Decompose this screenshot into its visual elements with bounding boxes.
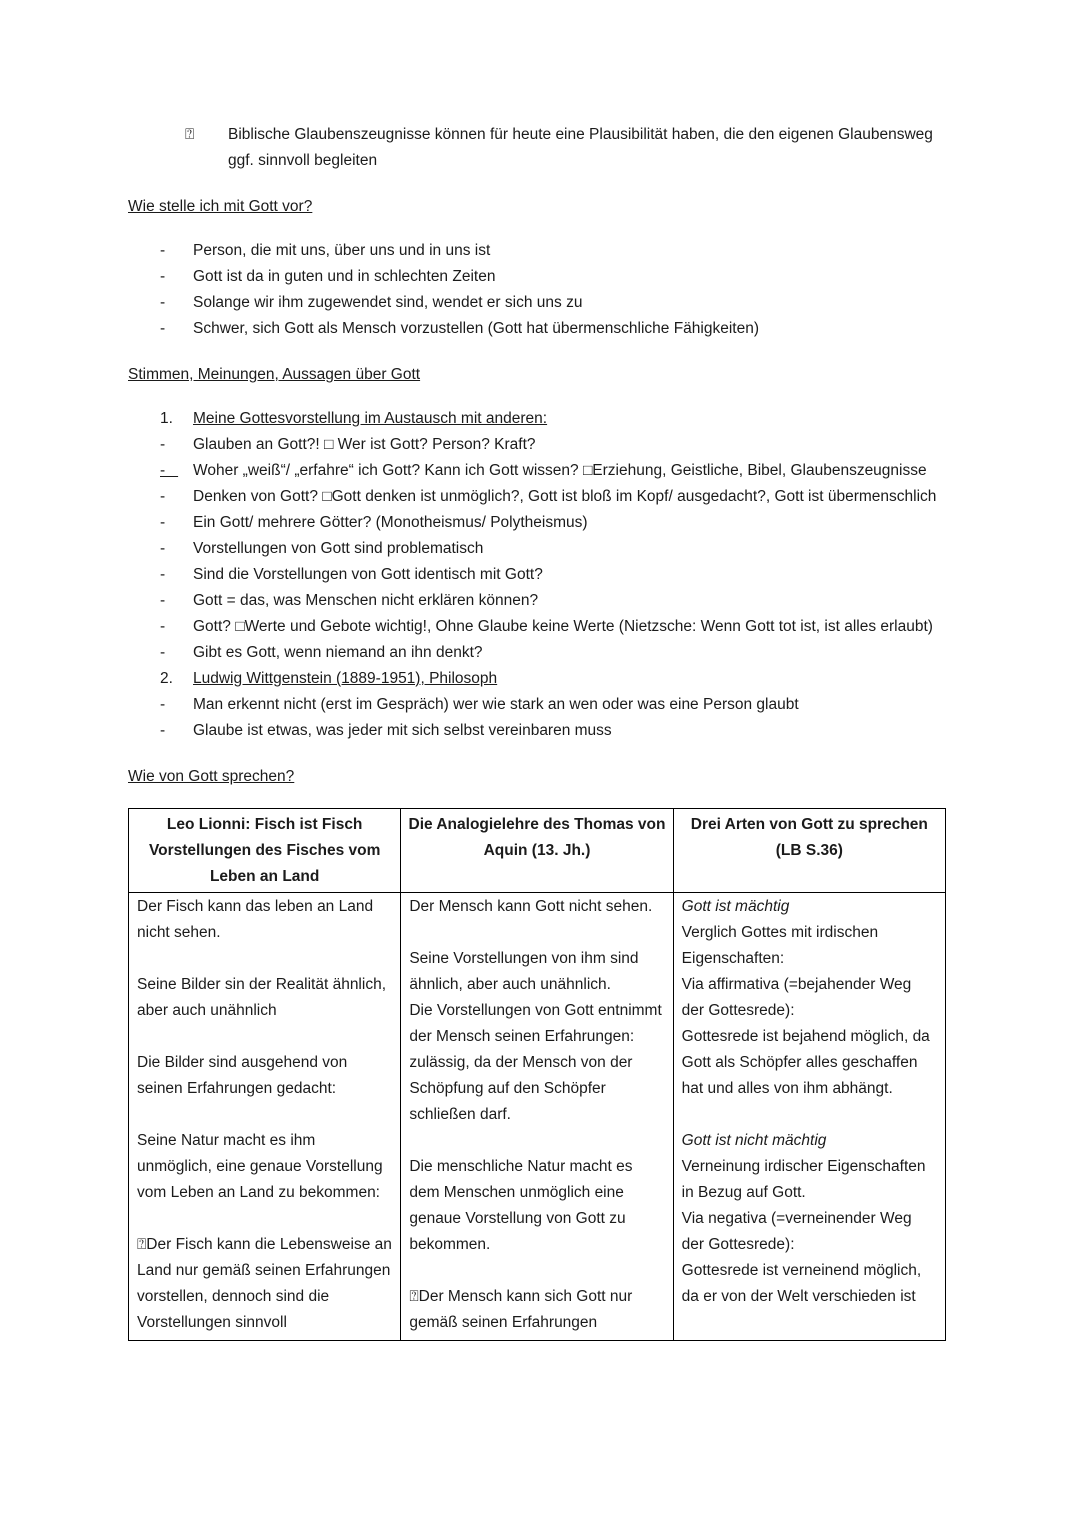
list-item-text: Biblische Glaubenszeugnisse können für heute eine Plausibilität haben, die den eigenen Glaubensweg ggf. sinnvoll begleiten (228, 126, 933, 169)
list-item-text: Denken von Gott? □Gott denken ist unmöglich?, Gott ist bloß im Kopf/ ausgedacht?, Gott ist übermenschlich (193, 488, 937, 505)
table-header (129, 809, 946, 893)
list-item-text: Solange wir ihm zugewendet sind, wendet er sich uns zu (193, 294, 583, 311)
list-item (185, 122, 940, 174)
dash-marker: - (160, 722, 166, 739)
list-item-text: Ludwig Wittgenstein (1889-1951), Philosoph (193, 670, 498, 687)
paragraph: Seine Natur macht es ihm unmöglich, eine genaue Vorstellung vom Leben an Land zu bekommen: (137, 1132, 383, 1201)
table-cell (129, 893, 401, 1341)
list-item (160, 290, 940, 316)
list-item (160, 640, 940, 666)
paragraph: Gott ist mächtig (681, 898, 790, 915)
dash-marker: - (160, 514, 166, 531)
list-item (160, 458, 940, 484)
paragraph: Die menschliche Natur macht es dem Menschen unmöglich eine genaue Vorstellung von Gott zu bekommen. (409, 1158, 633, 1253)
table-header-line: Die Analogielehre des Thomas von Aquin (13. Jh.) (408, 816, 666, 859)
paragraph (409, 1128, 664, 1154)
list-item (160, 614, 940, 640)
paragraph: Der Mensch kann Gott nicht sehen. (409, 898, 653, 915)
table-header-row (129, 809, 946, 893)
table-header-line: Vorstellungen des Fisches vom Leben an Land (148, 842, 381, 885)
list-item (160, 510, 940, 536)
list-item (160, 316, 940, 342)
paragraph (137, 1024, 392, 1050)
list-item-text: Glauben an Gott?! □ Wer ist Gott? Person? Kraft? (193, 436, 536, 453)
paragraph (137, 1206, 392, 1232)
list-item (160, 432, 940, 458)
paragraph: Gottesrede ist verneinend möglich, da er von der Welt verschieden ist (681, 1262, 922, 1305)
dash-marker: - (160, 592, 166, 609)
dash-marker: - (160, 696, 166, 713)
section-heading-sprechen: Wie von Gott sprechen? (128, 768, 295, 785)
paragraph: Gottesrede ist bejahend möglich, da Gott als Schöpfer alles geschaffen hat und alles von ihm abhängt. (681, 1028, 930, 1097)
paragraph: Die Vorstellungen von Gott entnimmt der Mensch seinen Erfahrungen: zulässig, da der Mensch von der Schöpfung auf den Schöpfer schließen darf. (409, 1002, 662, 1123)
list-item-text: Meine Gottesvorstellung im Austausch mit anderen: (193, 410, 548, 427)
list-item (160, 562, 940, 588)
list-item-text: Gott = das, was Menschen nicht erklären können? (193, 592, 539, 609)
comparison-table (128, 808, 946, 1341)
list-item-text: Glaube ist etwas, was jeder mit sich selbst vereinbaren muss (193, 722, 612, 739)
table-header-cell (401, 809, 673, 893)
paragraph (682, 1102, 937, 1128)
paragraph: ⍰Der Mensch kann sich Gott nur gemäß seinen Erfahrungen (409, 1288, 633, 1331)
list-item-text: Woher „weiß“/ „erfahre“ ich Gott? Kann ich Gott wissen? □Erziehung, Geistliche, Bibel, Glaubenszeugnisse (193, 462, 927, 479)
mixed-list (160, 406, 940, 744)
table-cell (673, 893, 945, 1341)
paragraph: Verglich Gottes mit irdischen Eigenschaften: (681, 924, 879, 967)
list-item (160, 588, 940, 614)
dash-marker: - (160, 242, 166, 259)
table-cell (401, 893, 673, 1341)
list-item-text: Person, die mit uns, über uns und in uns ist (193, 242, 491, 259)
list-item (160, 484, 940, 510)
dash-marker: - (160, 618, 166, 635)
list-item-text: Gibt es Gott, wenn niemand an ihn denkt? (193, 644, 483, 661)
paragraph (137, 946, 392, 972)
dash-marker: - (160, 268, 166, 285)
table-header-line: Leo Lionni: Fisch ist Fisch (166, 816, 363, 833)
paragraph: Gott ist nicht mächtig (681, 1132, 827, 1149)
list-item-text: Gott ist da in guten und in schlechten Zeiten (193, 268, 496, 285)
list-item-text: Ein Gott/ mehrere Götter? (Monotheismus/ Polytheismus) (193, 514, 588, 531)
list-item (160, 692, 940, 718)
paragraph (137, 1102, 392, 1128)
dash-marker: - (160, 488, 166, 505)
list-item-text: Gott? □Werte und Gebote wichtig!, Ohne Glaube keine Werte (Nietzsche: Wenn Gott tot ist, ist alles erlaubt) (193, 618, 933, 635)
paragraph (409, 920, 664, 946)
paragraph: Via affirmativa (=bejahender Weg der Gottesrede): (681, 976, 912, 1019)
paragraph (409, 1258, 664, 1284)
list-item (160, 406, 940, 432)
paragraph: Seine Vorstellungen von ihm sind ähnlich, aber auch unähnlich. (409, 950, 639, 993)
list-item-text: Schwer, sich Gott als Mensch vorzustellen (Gott hat übermenschliche Fähigkeiten) (193, 320, 760, 337)
paragraph: Der Fisch kann das leben an Land nicht sehen. (137, 898, 374, 941)
dash-marker: - (160, 294, 166, 311)
list-item-text: Sind die Vorstellungen von Gott identisch mit Gott? (193, 566, 543, 583)
list-item (160, 264, 940, 290)
dash-marker: - (160, 644, 166, 661)
dash-marker: - (160, 540, 166, 557)
table-header-cell (129, 809, 401, 893)
number-marker: 2. (160, 670, 173, 687)
list-item (160, 238, 940, 264)
table-header-line: Drei Arten von Gott zu sprechen (LB S.36) (690, 816, 928, 859)
table-body (129, 893, 946, 1341)
paragraph: ⍰Der Fisch kann die Lebensweise an Land nur gemäß seinen Erfahrungen vorstellen, dennoch sind die Vorstellungen sinnvoll (137, 1236, 392, 1331)
section-heading-stimmen: Stimmen, Meinungen, Aussagen über Gott (128, 366, 421, 383)
table-body-row (129, 893, 946, 1341)
dash-marker: - (160, 320, 166, 337)
dash-marker: - (160, 436, 166, 453)
dash-list (160, 238, 940, 342)
list-item (160, 536, 940, 562)
list-item (160, 666, 940, 692)
number-marker: 1. (160, 410, 173, 427)
paragraph: Verneinung irdischer Eigenschaften in Bezug auf Gott. (681, 1158, 926, 1201)
list-item-text: Man erkennt nicht (erst im Gespräch) wer wie stark an wen oder was eine Person glaubt (193, 696, 799, 713)
paragraph: Seine Bilder sin der Realität ähnlich, aber auch unähnlich (137, 976, 386, 1019)
list-item-text: Vorstellungen von Gott sind problematisch (193, 540, 484, 557)
missing-glyph-icon: ⍰ (185, 126, 195, 143)
paragraph: Via negativa (=verneinender Weg der Gottesrede): (681, 1210, 912, 1253)
dash-marker: - (160, 566, 166, 583)
dash-marker: - (160, 462, 179, 479)
table-header-cell (673, 809, 945, 893)
list-item (160, 718, 940, 744)
paragraph: Die Bilder sind ausgehend von seinen Erfahrungen gedacht: (137, 1054, 348, 1097)
section-heading-gottesvorstellung: Wie stelle ich mit Gott vor? (128, 198, 313, 215)
